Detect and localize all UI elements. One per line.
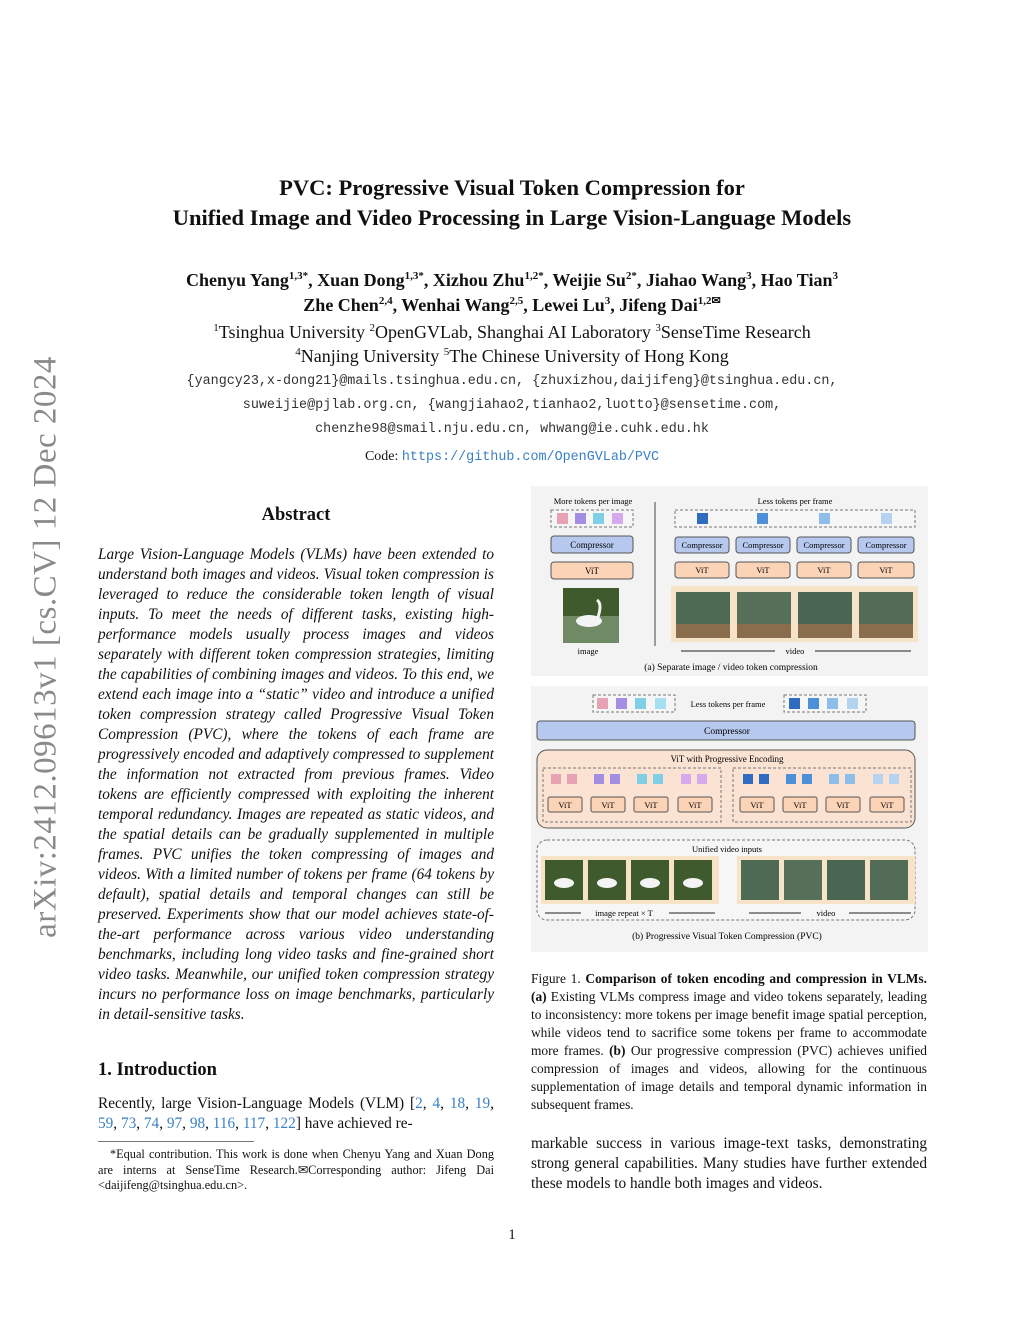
- arxiv-side-stamp: arXiv:2412.09613v1 [cs.CV] 12 Dec 2024: [27, 356, 64, 938]
- author-name-sup: 3: [746, 270, 752, 282]
- pvc-vit-label-3: ViT: [644, 800, 658, 810]
- author-name-sup: 1,2✉: [697, 295, 721, 307]
- authors2-entry: [532, 295, 610, 315]
- fig-video-label-a: video: [785, 646, 805, 656]
- affiliation-name: The Chinese University of Hong Kong: [449, 346, 729, 366]
- paper-title-line-1: PVC: Progressive Visual Token Compression for: [279, 175, 745, 200]
- baseball-dirt-2: [737, 624, 791, 638]
- citation-link[interactable]: 74: [143, 1115, 160, 1132]
- vit-label-v4: ViT: [879, 565, 893, 575]
- pvc-tok-4a: [681, 774, 691, 784]
- affiliations-line-1: [0, 322, 1024, 343]
- baseball-b-frame-4: [870, 860, 908, 900]
- author-name-sup: 2,5: [509, 295, 524, 307]
- pvc-tok-4b: [697, 774, 707, 784]
- token-blue-4: [881, 513, 892, 524]
- panel-b-caption: (b) Progressive Visual Token Compression (PVC): [632, 932, 822, 942]
- pvc-vit-label-2: ViT: [601, 800, 615, 810]
- caption-a-text: Existing VLMs compress image and video tokens separately, leading to inconsistency: more tokens per image benefit image spatial perception, while videos tend to sacrifice some tokens per frame to accommodate more frames.: [531, 989, 927, 1058]
- authors1-entry: [761, 270, 838, 290]
- citation-link[interactable]: 122: [272, 1115, 296, 1132]
- email-line-2: suweijie@pjlab.org.cn, {wangjiahao2,tianhao2,luotto}@sensetime.com,: [242, 398, 782, 413]
- email-line-1: {yangcy23,x-dong21}@mails.tsinghua.edu.cn, {zhuxizhou,daijifeng}@tsinghua.edu.cn,: [186, 374, 838, 389]
- pvc-tok-6b: [802, 774, 812, 784]
- caption-b-text: Our progressive compression (PVC) achieves unified compression of images and videos, allowing for the continuous supplementation of image details and temporal dynamic information in subsequent frames.: [531, 1043, 927, 1112]
- token-blue-1: [697, 513, 708, 524]
- citation-link[interactable]: 2: [415, 1095, 423, 1112]
- affiliation-name: Tsinghua University: [218, 322, 365, 342]
- pvc-tok-8a: [873, 774, 883, 784]
- pvc-tok-1b: [567, 774, 577, 784]
- author-name-sup: 3: [604, 295, 611, 307]
- pvc-tok-3a: [637, 774, 647, 784]
- authors1-entry: [186, 270, 308, 290]
- pvc-tok-7a: [829, 774, 839, 784]
- authors-line-1: Chenyu Yang$^{1,3*}$, Xuan Dong$^{1,3*}$, Xizhou Zhu$^{1,2*}$, Weijie $Su^{2*}$, Jiahao Wang$^3$, Hao Tian$^3$: [186, 270, 838, 290]
- caption-label: Figure 1.: [531, 971, 581, 986]
- unified-inputs-label: Unified video inputs: [692, 844, 762, 854]
- affiliation-name-sup: 4: [295, 346, 301, 358]
- fig-label-less-tokens-a: Less tokens per frame: [757, 496, 833, 506]
- citation-link[interactable]: 97: [166, 1115, 183, 1132]
- pvc-vit-label-6: ViT: [793, 800, 807, 810]
- abstract-heading: Abstract: [261, 505, 331, 525]
- baseball-b-frame-2: [784, 860, 822, 900]
- right-column-body: [531, 1134, 927, 1194]
- pvc-token-cyan: [635, 698, 646, 709]
- author-name-sup: 1,3*: [288, 270, 309, 282]
- swan-body-2: [597, 878, 617, 888]
- baseball-b-frame-1: [741, 860, 779, 900]
- fig-image-label: image: [577, 646, 599, 656]
- authors1-entry: [646, 270, 752, 290]
- author-name: Hao Tian: [760, 270, 833, 290]
- authors2-entry: [303, 295, 392, 315]
- caption-bold: Comparison of token encoding and compression in VLMs.: [585, 971, 927, 986]
- introduction-heading: 1. Introduction: [98, 1060, 217, 1080]
- footnote: [98, 1147, 494, 1194]
- footnote-equal: *Equal contribution. This work is done when Chenyu Yang and Xuan Dong are interns at SenseTime Research.: [98, 1147, 494, 1177]
- figure-caption: [531, 970, 927, 1114]
- code-url-link[interactable]: https://github.com/OpenGVLab/PVC: [401, 450, 660, 465]
- fig-label-less-tokens-b: Less tokens per frame: [690, 699, 766, 709]
- author-name-sup: 2,4: [378, 295, 393, 307]
- citation-link[interactable]: 117: [242, 1115, 266, 1132]
- aff1-entry: [369, 322, 650, 342]
- swan-body-1: [554, 878, 574, 888]
- pvc-vit-label-5: ViT: [750, 800, 764, 810]
- pvc-tok-1a: [551, 774, 561, 784]
- compressor-label-v4: Compressor: [865, 540, 907, 550]
- baseball-b-frame-3: [827, 860, 865, 900]
- author-name-sup: 1,3*: [404, 270, 424, 282]
- image-repeat-label: image repeat × T: [595, 908, 653, 918]
- pvc-compressor-label: Compressor: [704, 727, 750, 737]
- authors2-entry: [619, 295, 720, 315]
- author-name: Zhe Chen: [303, 295, 379, 315]
- authors1-entry: [433, 270, 544, 290]
- pvc-vit-label-7: ViT: [836, 800, 850, 810]
- citation-link[interactable]: 18: [449, 1095, 466, 1112]
- fig-video-label-b: video: [816, 908, 836, 918]
- footnote-rule: [98, 1141, 254, 1142]
- page-number: 1: [508, 1227, 516, 1243]
- pvc-token-lightcyan: [655, 698, 666, 709]
- figure-1: [531, 486, 928, 952]
- author-name: Xuan Dong: [317, 270, 405, 290]
- citation-link[interactable]: 98: [189, 1115, 206, 1132]
- author-name-sup: 1,2*: [524, 270, 544, 282]
- author-name: Jiahao Wang: [645, 270, 747, 290]
- citation-link[interactable]: 4: [432, 1095, 441, 1112]
- compressor-label-v1: Compressor: [681, 540, 723, 550]
- compressor-label-v3: Compressor: [803, 540, 845, 550]
- caption-a-marker: (a): [531, 989, 547, 1004]
- affiliation-name-sup: 2: [369, 322, 375, 334]
- aff2-entry: [295, 346, 439, 366]
- paper-title-line-2: Unified Image and Video Processing in Large Vision-Language Models: [172, 205, 852, 230]
- pvc-token-purple: [616, 698, 627, 709]
- intro-suffix: ] have achieved re-: [295, 1115, 413, 1132]
- affiliations-line-2: [0, 346, 1024, 367]
- pvc-tok-8b: [889, 774, 899, 784]
- code-line: [0, 449, 1024, 465]
- fig-label-more-tokens: More tokens per image: [553, 496, 633, 506]
- authors-line-2: Zhe Chen$^{2,4}$, Wenhai Wang$^{2,5}$, Lewei Lu$^3$, Jifeng Dai$^{1,2✉}$: [303, 295, 721, 315]
- swan-body-4: [683, 878, 703, 888]
- pvc-tok-5b: [759, 774, 769, 784]
- token-blue-2: [757, 513, 768, 524]
- abstract-body: [98, 545, 494, 1025]
- vit-label-v3: ViT: [817, 565, 831, 575]
- code-label: Code:: [364, 449, 399, 464]
- compressor-label-v2: Compressor: [742, 540, 784, 550]
- baseball-dirt-1: [676, 624, 730, 638]
- caption-b-marker: (b): [609, 1043, 626, 1058]
- vit-label-v1: ViT: [695, 565, 709, 575]
- pvc-token-blue-3: [827, 698, 838, 709]
- pvc-vit-label-1: ViT: [558, 800, 572, 810]
- pvc-tok-2a: [594, 774, 604, 784]
- vit-label-image: ViT: [585, 566, 599, 576]
- author-name-sup: 3: [832, 270, 838, 282]
- vit-label-v2: ViT: [756, 565, 770, 575]
- intro-prefix: Recently, large Vision-Language Models (VLM) [: [98, 1095, 416, 1112]
- affiliation-name: OpenGVLab, Shanghai AI Laboratory: [374, 322, 651, 342]
- email-line-3: chenzhe98@smail.nju.edu.cn, whwang@ie.cuhk.edu.hk: [315, 422, 709, 437]
- pvc-vit-label-4: ViT: [688, 800, 702, 810]
- author-name: Wenhai Wang: [401, 295, 510, 315]
- pvc-vit-label-8: ViT: [880, 800, 894, 810]
- aff2-entry: [444, 346, 729, 366]
- author-name: Jifeng Dai: [619, 295, 698, 315]
- author-name-sup: 2*: [625, 270, 637, 282]
- authors1-entry: [552, 270, 637, 290]
- token-blue-3: [819, 513, 830, 524]
- right-body-text: markable success in various image-text tasks, demonstrating strong general capabilities. Many studies have further extended these models to handle both images and videos.: [531, 1135, 927, 1192]
- token-lilac: [612, 513, 623, 524]
- author-name: Chenyu Yang: [186, 270, 289, 290]
- pvc-token-pink: [597, 698, 608, 709]
- introduction-body: [98, 1094, 494, 1134]
- citation-link[interactable]: 73: [120, 1115, 137, 1132]
- author-name: Lewei Lu: [532, 295, 605, 315]
- baseball-dirt-4: [859, 624, 913, 638]
- video-token-group: [675, 510, 915, 527]
- token-pink: [557, 513, 568, 524]
- panel-a-caption: (a) Separate image / video token compression: [644, 663, 818, 673]
- pvc-tok-5a: [743, 774, 753, 784]
- affiliation-name-sup: 5: [443, 346, 450, 358]
- affiliation-name-sup: 1: [213, 322, 219, 334]
- progressive-encoding-label: ViT with Progressive Encoding: [670, 754, 784, 764]
- pvc-tok-6a: [786, 774, 796, 784]
- pvc-tok-7b: [845, 774, 855, 784]
- swan-body-3: [640, 878, 660, 888]
- pvc-token-blue-1: [789, 698, 800, 709]
- authors1-entry: [317, 270, 424, 290]
- token-cyan: [593, 513, 604, 524]
- affiliation-name: SenseTime Research: [660, 322, 811, 342]
- token-purple: [575, 513, 586, 524]
- abstract-text: Large Vision-Language Models (VLMs) have been extended to understand both images and videos. Visual token compression is leveraged to reduce the considerable token length of visual inputs. To meet the needs of different tasks, existing high-performance models usually process images and videos separately with different token compression strategies, limiting the capabilities of combining images and videos. To this end, we extend each image into a “static” video and introduce a unified token compression strategy called Progressive Visual Token Compression (PVC), where the tokens of each frame are progressively encoded and adaptively compressed to supplement the information not extracted from previous frames. Video tokens are efficiently compressed with exploiting the inherent temporal redundancy. Images are repeated as static videos, and the spatial details can be gradually supplemented in multiple frames. PVC unifies the token compressing of images and videos. With a limited number of tokens per frame (64 tokens by default), spatial details and temporal changes can still be preserved. Experiments show that our model achieves state-of-the-art performance across various video understanding benchmarks, including long video tasks and fine-grained short video tasks. Meanwhile, our unified token compression strategy incurs no performance loss on image benchmarks, particularly in detail-sensitive tasks.: [98, 546, 494, 1023]
- intro-citations: 2, 4, 18, 19, 59, 73, 74, 97, 98, 116, 117, 122: [98, 1095, 494, 1132]
- authors2-entry: [401, 295, 523, 315]
- citation-link[interactable]: 19: [474, 1095, 491, 1112]
- baseball-dirt-3: [798, 624, 852, 638]
- aff1-entry: [213, 322, 365, 342]
- citation-link[interactable]: 116: [212, 1115, 236, 1132]
- compressor-label-image: Compressor: [570, 540, 614, 550]
- pvc-token-blue-4: [847, 698, 858, 709]
- pvc-tok-3b: [653, 774, 663, 784]
- affiliation-name-sup: 3: [655, 322, 661, 334]
- affiliation-name: Nanjing University: [300, 346, 440, 366]
- footnote-corresponding: ✉Corresponding author: Jifeng Dai <daijifeng@tsinghua.edu.cn>.: [98, 1162, 494, 1192]
- citation-link[interactable]: 59: [98, 1115, 114, 1132]
- author-name: Weijie Su: [552, 270, 626, 290]
- aff1-entry: [655, 322, 810, 342]
- author-name: Xizhou Zhu: [432, 270, 525, 290]
- pvc-tok-2b: [610, 774, 620, 784]
- pvc-token-blue-2: [808, 698, 819, 709]
